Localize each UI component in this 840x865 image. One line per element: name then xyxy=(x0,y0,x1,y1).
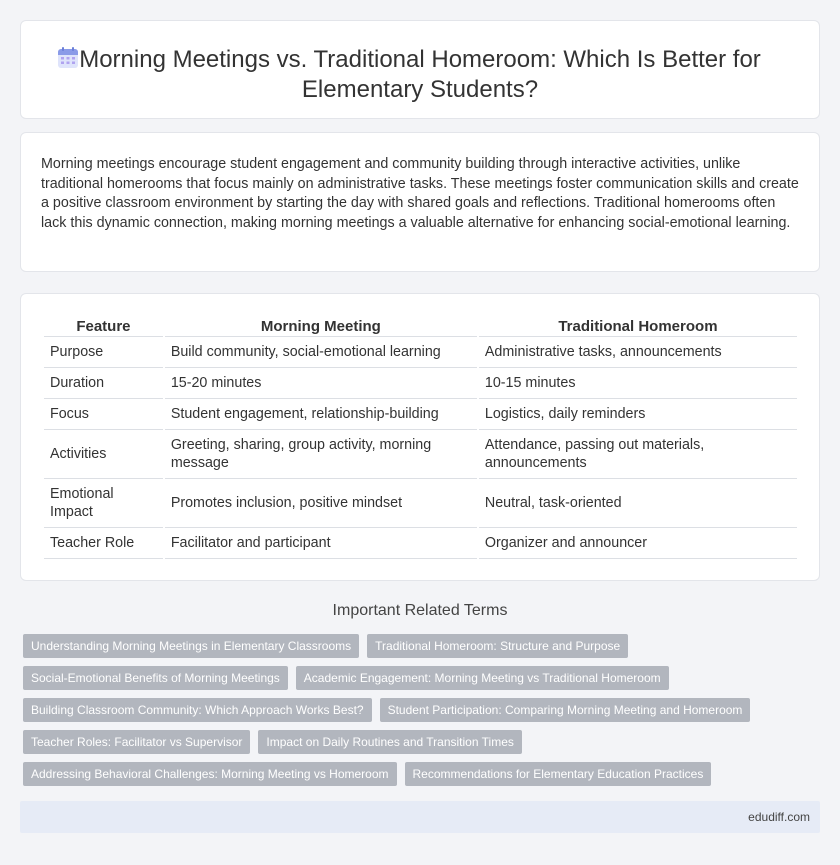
table-cell: Logistics, daily reminders xyxy=(479,399,797,430)
comparison-card xyxy=(20,293,820,581)
table-cell: Attendance, passing out materials, announcements xyxy=(479,430,797,479)
table-row xyxy=(44,399,797,430)
related-term-tag[interactable]: Addressing Behavioral Challenges: Morning Meeting vs Homeroom xyxy=(23,762,397,786)
table-cell: Facilitator and participant xyxy=(165,528,477,559)
page-title: Morning Meetings vs. Traditional Homeroom: Which Is Better for Elementary Students? xyxy=(79,46,761,103)
table-header-row xyxy=(44,316,797,337)
related-term-tag[interactable]: Traditional Homeroom: Structure and Purpose xyxy=(367,634,628,658)
table-cell: Duration xyxy=(44,368,163,399)
table-cell: Teacher Role xyxy=(44,528,163,559)
related-term-tag[interactable]: Understanding Morning Meetings in Elementary Classrooms xyxy=(23,634,359,658)
intro-card xyxy=(20,132,820,272)
table-cell: Neutral, task-oriented xyxy=(479,479,797,528)
related-term-tag[interactable]: Teacher Roles: Facilitator vs Supervisor xyxy=(23,730,250,754)
table-cell: Emotional Impact xyxy=(44,479,163,528)
comparison-table xyxy=(42,316,799,559)
table-cell: Organizer and announcer xyxy=(479,528,797,559)
table-row xyxy=(44,430,797,479)
header-traditional-homeroom: Traditional Homeroom xyxy=(479,316,797,337)
footer xyxy=(20,801,820,833)
table-cell: Greeting, sharing, group activity, morning message xyxy=(165,430,477,479)
table-row xyxy=(44,528,797,559)
title-card xyxy=(20,20,820,119)
table-cell: 15-20 minutes xyxy=(165,368,477,399)
header-morning-meeting: Morning Meeting xyxy=(165,316,477,337)
table-cell: Promotes inclusion, positive mindset xyxy=(165,479,477,528)
table-cell: Build community, social-emotional learning xyxy=(165,337,477,368)
related-terms-list xyxy=(23,634,823,794)
intro-paragraph: Morning meetings encourage student engagement and community building through interactive activities, unlike traditional homerooms that focus mainly on administrative tasks. These meetings foster communication skills and create a positive classroom environment by starting the day with shared goals and reflections. Traditional homerooms often lack this dynamic connection, making morning meetings a valuable alternative for enhancing social-emotional learning. xyxy=(41,156,799,231)
table-row xyxy=(44,479,797,528)
table-cell: Activities xyxy=(44,430,163,479)
related-term-tag[interactable]: Academic Engagement: Morning Meeting vs Traditional Homeroom xyxy=(296,666,669,690)
related-term-tag[interactable]: Social-Emotional Benefits of Morning Meetings xyxy=(23,666,288,690)
related-term-tag[interactable]: Impact on Daily Routines and Transition Times xyxy=(258,730,521,754)
table-cell: Administrative tasks, announcements xyxy=(479,337,797,368)
related-term-tag[interactable]: Building Classroom Community: Which Approach Works Best? xyxy=(23,698,372,722)
header-feature: Feature xyxy=(44,316,163,337)
table-cell: Purpose xyxy=(44,337,163,368)
footer-site-link[interactable]: edudiff.com xyxy=(748,810,810,824)
related-terms-title: Important Related Terms xyxy=(332,602,508,619)
table-cell: Focus xyxy=(44,399,163,430)
related-term-tag[interactable]: Recommendations for Elementary Education Practices xyxy=(405,762,712,786)
table-row xyxy=(44,368,797,399)
related-term-tag[interactable]: Student Participation: Comparing Morning Meeting and Homeroom xyxy=(380,698,751,722)
table-cell: 10-15 minutes xyxy=(479,368,797,399)
table-cell: Student engagement, relationship-building xyxy=(165,399,477,430)
table-row xyxy=(44,337,797,368)
